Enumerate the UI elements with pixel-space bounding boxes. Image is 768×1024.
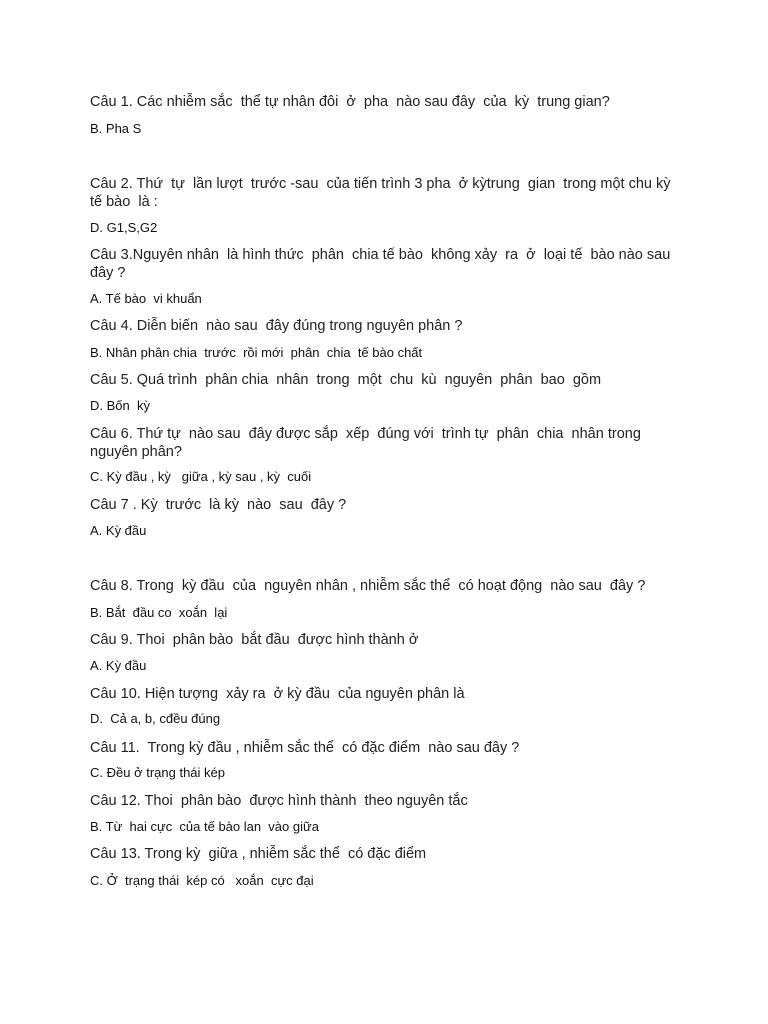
question-2: Câu 2. Thứ tự lần lượt trước -sau của tiến trình 3 pha ở kỳtrung gian trong một chu kỳ tế bào là : [90,176,679,210]
answer-13: C. Ở trạng thái kép có xoắn cực đại [90,873,314,888]
question-3: Câu 3.Nguyên nhân là hình thức phân chia tế bào không xảy ra ở loại tế bào nào sau đây ? [90,247,675,281]
answer-7: A. Kỳ đầu [90,523,147,538]
question-10: Câu 10. Hiện tượng xảy ra ở kỳ đầu của nguyên phân là [90,686,465,702]
question-13: Câu 13. Trong kỳ giữa , nhiễm sắc thể có đặc điểm [90,846,427,862]
answer-6: C. Kỳ đầu , kỳ giữa , kỳ sau , kỳ cuối [90,469,312,484]
question-11: Câu 11. Trong kỳ đầu , nhiễm sắc thể có đặc điểm nào sau đây ? [90,740,520,756]
answer-3: A. Tế bào vi khuẩn [90,291,202,306]
question-6: Câu 6. Thứ tự nào sau đây được sắp xếp đúng với trình tự phân chia nhân trong nguyên phân? [90,426,645,460]
question-7: Câu 7 . Kỳ trước là kỳ nào sau đây ? [90,497,347,513]
question-8: Câu 8. Trong kỳ đầu của nguyên nhân , nhiễm sắc thể có hoạt động nào sau đây ? [90,578,646,594]
question-5: Câu 5. Quá trình phân chia nhân trong một chu kù nguyên phân bao gồm [90,372,602,388]
question-9: Câu 9. Thoi phân bào bắt đầu được hình thành ở [90,632,419,648]
question-12: Câu 12. Thoi phân bào được hình thành theo nguyên tắc [90,793,468,809]
question-4: Câu 4. Diễn biến nào sau đây đúng trong nguyên phân ? [90,318,463,334]
answer-12: B. Từ hai cực của tế bào lan vào giữa [90,819,319,834]
answer-11: C. Đều ở trạng thái kép [90,765,225,780]
answer-9: A. Kỳ đầu [90,658,147,673]
answer-8: B. Bắt đầu co xoắn lại [90,605,228,620]
answer-5: D. Bốn kỳ [90,398,150,413]
answer-10: D. Cả a, b, cđều đúng [90,711,221,726]
answer-4: B. Nhân phân chia trước rồi mới phân chia tế bào chất [90,345,423,360]
question-1: Câu 1. Các nhiễm sắc thể tự nhân đôi ở pha nào sau đây của kỳ trung gian? [90,94,610,110]
answer-1: B. Pha S [90,121,142,136]
answer-2: D. G1,S,G2 [90,220,158,235]
